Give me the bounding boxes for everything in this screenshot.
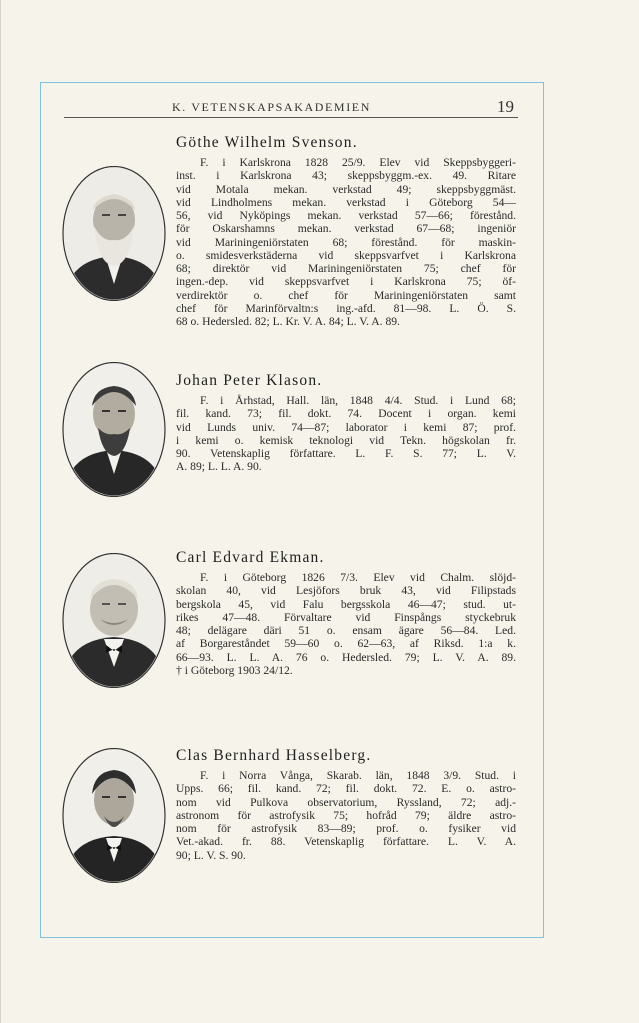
bio-line: 56, vid Nyköpings mekan. verkstad 57—66; förestånd. — [176, 209, 516, 222]
bio-line: för Oskarshamns mekan. verkstad 67—68; ingeniör — [176, 222, 516, 236]
bio-line: 68; direktör vid Mariningeniörstaten 75; chef för — [176, 262, 516, 275]
bio-line: inst. i Karlskrona 43; skeppsbyggm.-ex. 49. Ritare — [176, 169, 516, 183]
bio-line: skolan 40, vid Lesjöfors bruk 43, vid Filipstads — [176, 584, 516, 598]
bio-line: ingen.-dep. vid skeppsvarfvet i Karlskrona 75; öf- — [176, 275, 516, 289]
bio-line: A. 89; L. L. A. 90. — [176, 460, 262, 474]
bio-line: vid Motala mekan. verkstad 49; skeppsbyggmäst. — [176, 182, 516, 196]
portrait-ekman — [62, 553, 166, 688]
bio-line: Vet.-akad. fr. 88. Vetenskaplig författare. L. V. A. — [176, 835, 516, 849]
bio-line: 48; delägare däri 51 o. ensam ägare 56—84. Led. — [176, 624, 516, 637]
bio-line: 90; L. V. S. 90. — [176, 848, 246, 862]
bio-line: fil. kand. 73; fil. dokt. 74. Docent i organ. kemi — [176, 407, 516, 421]
page-number: 19 — [497, 97, 514, 116]
bio-line: 66—93. L. L. A. 76 o. Hedersled. 79; L. V. A. 89. — [176, 650, 516, 664]
entry-biography — [176, 156, 516, 328]
bio-line: nom för astrofysik 83—89; prof. o. fysiker vid — [176, 822, 516, 835]
bio-line: Upps. 66; fil. kand. 72; fil. dokt. 72. E. o. astro- — [176, 782, 516, 796]
bio-line: † i Göteborg 1903 24/12. — [176, 663, 293, 677]
portrait-klason — [62, 362, 166, 497]
bio-line: vid Lunds univ. 74—87; laborator i kemi 87; prof. — [176, 420, 516, 434]
bio-line: astronom för astrofysik 75; hofråd 79; äldre astro- — [176, 808, 516, 822]
entry-name: Clas Bernhard Hasselberg. — [176, 747, 372, 764]
entry-name: Göthe Wilhelm Svenson. — [176, 134, 358, 151]
bio-line: 68 o. Hedersled. 82; L. Kr. V. A. 84; L. V. A. 89. — [176, 315, 400, 328]
bio-line: af Borgareståndet 59—60 o. 62—63, af Riksd. 1:a k. — [176, 637, 516, 651]
bio-line: i kemi o. kemisk teknologi vid Tekn. högskolan fr. — [176, 433, 516, 447]
entry-biography — [176, 571, 516, 677]
entry-name: Johan Peter Klason. — [176, 372, 323, 389]
bio-line: F. i Århstad, Hall. län, 1848 4/4. Stud. i Lund 68; — [200, 394, 516, 407]
bio-line: nom vid Pulkova observatorium, Ryssland, 72; adj.- — [176, 795, 516, 809]
bio-line: bergskola 45, vid Falu bergsskola 46—47; stud. ut- — [176, 597, 516, 611]
header-rule — [64, 117, 518, 118]
portrait-svenson — [62, 166, 166, 301]
bio-line: 90. Vetenskaplig författare. L. F. S. 77; L. V. — [176, 447, 516, 460]
bio-line: vid Lindholmens mekan. verkstad i Göteborg 54— — [176, 195, 516, 209]
entry-biography — [176, 394, 516, 474]
bio-line: F. i Karlskrona 1828 25/9. Elev vid Skeppsbyggeri- — [200, 156, 516, 169]
bio-line: chef för Marinförvaltn:s ing.-afd. 81—98. L. Ö. S. — [176, 301, 516, 315]
bio-line: F. i Norra Vånga, Skarab. län, 1848 3/9. Stud. i — [200, 769, 516, 782]
entry-biography — [176, 769, 516, 862]
bio-line: vid Mariningeniörstaten 68; förestånd. för maskin- — [176, 235, 516, 249]
bio-line: F. i Göteborg 1826 7/3. Elev vid Chalm. slöjd- — [200, 571, 516, 584]
entry-name: Carl Edvard Ekman. — [176, 549, 325, 566]
portrait-hasselberg — [62, 748, 166, 883]
bio-line: o. smidesverkstäderna vid skeppsvarfvet i Karlskrona — [176, 248, 516, 262]
bio-line: rikes 47—48. Förvaltare vid Finspångs styckebruk — [176, 610, 516, 624]
bio-line: verdirektör o. chef för Mariningeniörstaten samt — [176, 288, 516, 302]
running-title: K. VETENSKAPSAKADEMIEN — [172, 100, 371, 114]
